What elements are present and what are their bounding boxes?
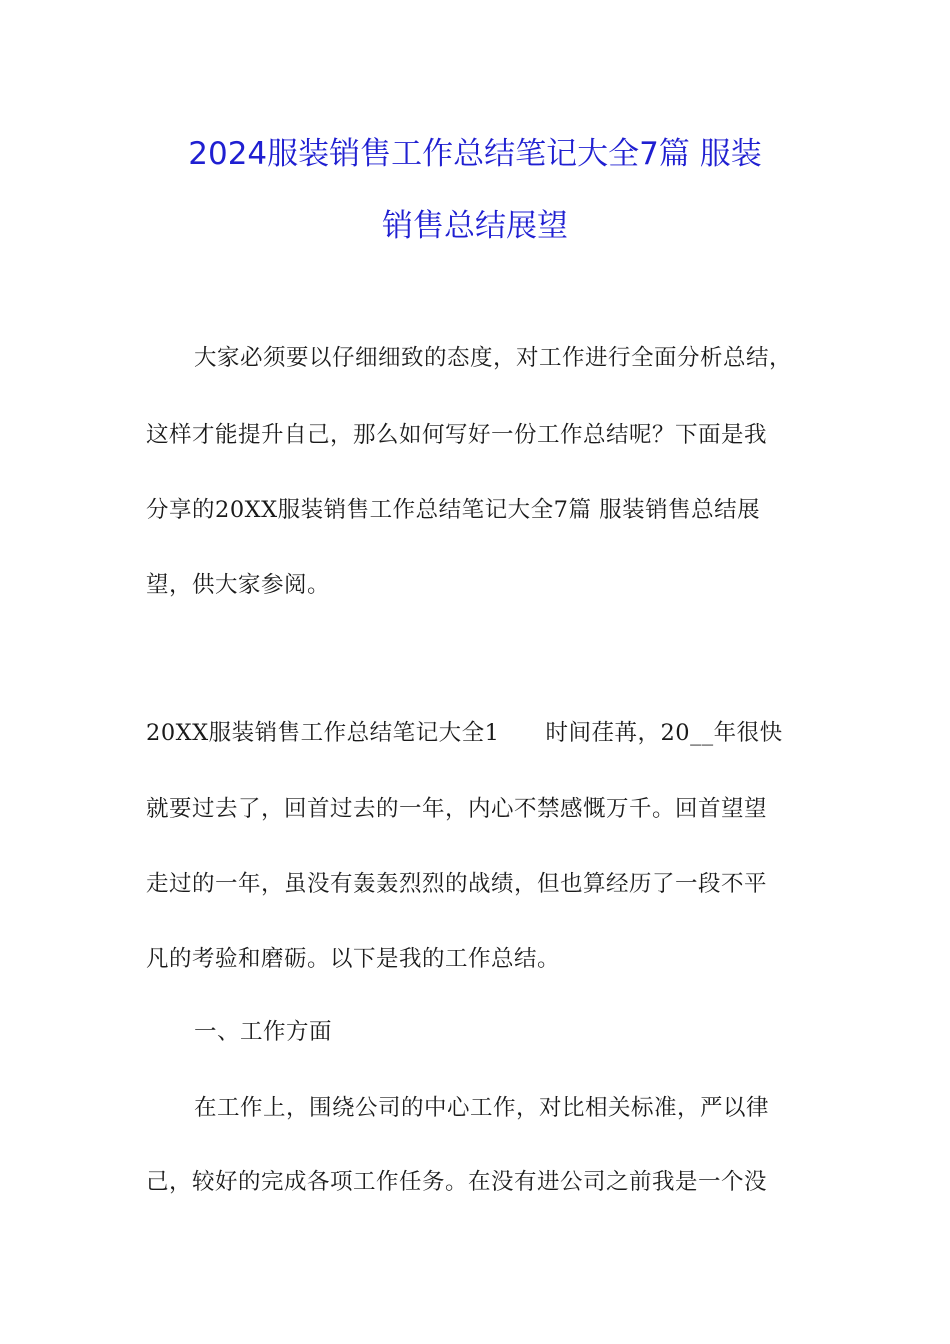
intro-paragraph-line: 望，供大家参阅。 [146, 572, 331, 598]
work-paragraph-line: 在工作上，围绕公司的中心工作，对比相关标准，严以律 [194, 1095, 770, 1121]
section-heading-work: 一、工作方面 [194, 1019, 333, 1045]
section-1-line: 凡的考验和磨砺。以下是我的工作总结。 [146, 946, 561, 972]
document-title-line-2: 销售总结展望 [382, 208, 568, 244]
document-title-line-1: 2024服装销售工作总结笔记大全7篇 服装 [188, 136, 762, 172]
section-1-line: 就要过去了，回首过去的一年，内心不禁感慨万千。回首望望 [146, 796, 768, 822]
section-1-line: 走过的一年，虽没有轰轰烈烈的战绩，但也算经历了一段不平 [146, 871, 768, 897]
section-1-line: 20XX服装销售工作总结笔记大全1 时间荏苒，20__年很快 [146, 720, 783, 746]
intro-paragraph-line: 这样才能提升自己，那么如何写好一份工作总结呢？下面是我 [146, 422, 768, 448]
intro-paragraph-line: 分享的20XX服装销售工作总结笔记大全7篇 服装销售总结展 [146, 497, 761, 523]
intro-paragraph-line: 大家必须要以仔细细致的态度，对工作进行全面分析总结， [194, 345, 793, 371]
work-paragraph-line: 己，较好的完成各项工作任务。在没有进公司之前我是一个没 [146, 1169, 768, 1195]
